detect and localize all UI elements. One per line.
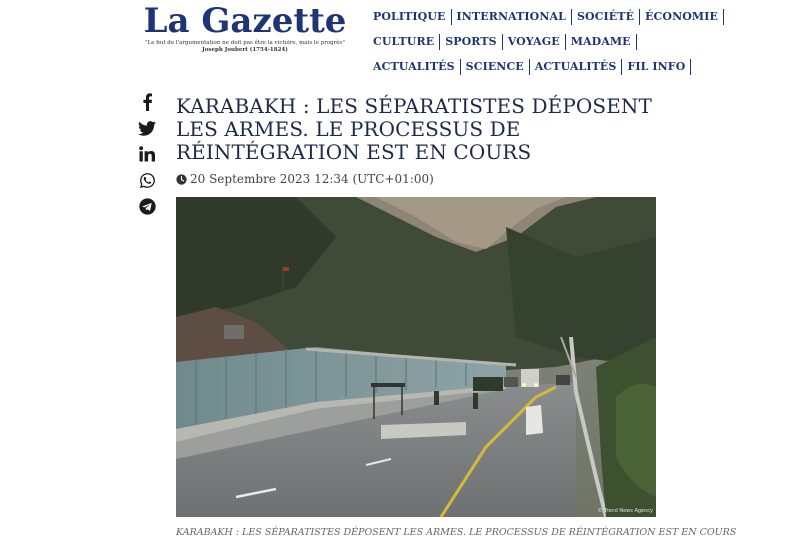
nav-item-actualites[interactable]: ACTUALITÉS: [373, 59, 461, 75]
nav-item-international[interactable]: INTERNATIONAL: [457, 9, 572, 25]
whatsapp-icon[interactable]: [137, 171, 157, 189]
nav-item-actualites-2[interactable]: ACTUALITÉS: [535, 59, 623, 75]
site-motto-author: Joseph Joubert (1754-1824): [202, 47, 288, 53]
nav-row: [373, 9, 718, 25]
site-title[interactable]: La Gazette: [143, 1, 347, 41]
site-motto: "Le but de l'argumentation ne doit pas être la victoire, mais le progrès": [145, 40, 345, 46]
nav-item-culture[interactable]: CULTURE: [373, 34, 440, 50]
nav-item-societe[interactable]: SOCIÉTÉ: [577, 9, 640, 25]
clock-icon: [176, 174, 187, 185]
photo-credit: © Trend News Agency: [597, 508, 653, 514]
photo-caption: KARABAKH : LES SÉPARATISTES DÉPOSENT LES ARMES. LE PROCESSUS DE RÉINTÉGRATION EST EN COURS: [176, 527, 737, 538]
telegram-icon[interactable]: [137, 197, 157, 215]
main-nav: [373, 9, 718, 84]
nav-row: [373, 59, 686, 75]
nav-item-economie[interactable]: ÉCONOMIE: [645, 9, 724, 25]
nav-item-fil-info[interactable]: FIL INFO: [627, 59, 691, 75]
nav-item-politique[interactable]: POLITIQUE: [373, 9, 452, 25]
nav-item-voyage[interactable]: VOYAGE: [508, 34, 566, 50]
nav-item-sports[interactable]: SPORTS: [445, 34, 502, 50]
facebook-icon[interactable]: [137, 93, 157, 111]
linkedin-icon[interactable]: [137, 145, 157, 163]
article-photo[interactable]: [176, 197, 656, 517]
site-logo[interactable]: [140, 2, 350, 54]
article-headline: KARABAKH : LES SÉPARATISTES DÉPOSENT LES ARMES. LE PROCESSUS DE RÉINTÉGRATION EST EN COURS: [176, 94, 652, 164]
nav-item-science[interactable]: SCIENCE: [466, 59, 530, 75]
twitter-icon[interactable]: [137, 119, 157, 137]
social-share-bar: [137, 93, 157, 223]
nav-row: [373, 34, 673, 50]
nav-item-madame[interactable]: MADAME: [571, 34, 637, 50]
article-date: 20 Septembre 2023 12:34 (UTC+01:00): [190, 172, 434, 186]
article-meta: [176, 172, 434, 186]
